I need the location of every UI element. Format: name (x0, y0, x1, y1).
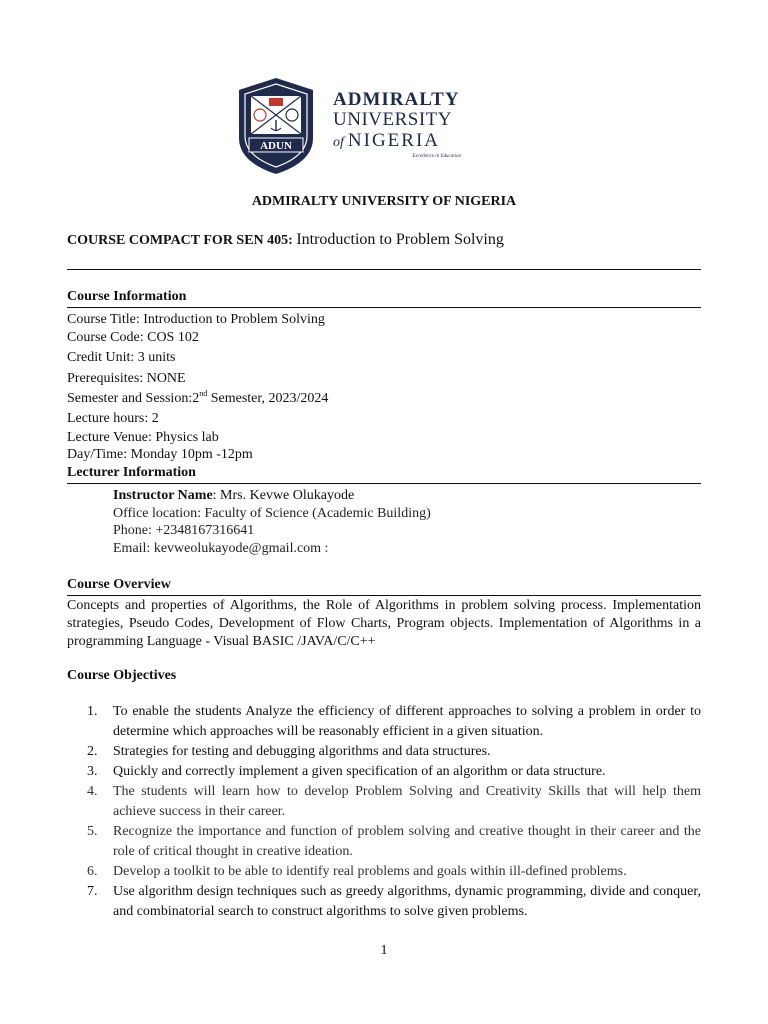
list-item: 4. The students will learn how to develop Problem Solving and Creativity Skills that will help them achieve success in their career. (87, 784, 701, 819)
semester-session (67, 391, 328, 407)
instructor-value: : Mrs. Kevwe Olukayode (212, 488, 355, 503)
divider (67, 269, 701, 270)
day-time: Day/Time: Monday 10pm -12pm (67, 447, 253, 462)
course-info-heading: Course Information (67, 289, 187, 304)
crest-text: ADUN (260, 140, 292, 152)
semester-label: Semester and Session:2 (67, 391, 200, 406)
lecturer-info-heading: Lecturer Information (67, 465, 196, 480)
list-item: 7. Use algorithm design techniques such as greedy algorithms, dynamic programming, divide and conquer, and combinatorial search to construct algorithms to solve given problems. (87, 884, 701, 919)
logo-wordmark (333, 90, 467, 160)
divider (67, 307, 701, 308)
credit-unit: Credit Unit: 3 units (67, 350, 176, 365)
university-logo (235, 76, 467, 176)
list-item: 1. To enable the students Analyze the efficiency of different approaches to solving a problem in order to determine which approaches will be reasonably efficient in a given situation. (87, 704, 701, 739)
list-item: 3. Quickly and correctly implement a given specification of an algorithm or data structure. (87, 764, 606, 779)
course-objectives-heading: Course Objectives (67, 668, 177, 683)
crest-icon (235, 76, 317, 176)
semester-sup: nd (199, 389, 208, 398)
course-code: Course Code: COS 102 (67, 330, 199, 345)
logo-line-2: UNIVERSITY (333, 109, 452, 130)
semester-rest: Semester, 2023/2024 (207, 391, 329, 406)
logo-of: of (333, 135, 344, 150)
university-title: ADMIRALTY UNIVERSITY OF NIGERIA (251, 194, 517, 209)
email: Email: kevweolukayode@gmail.com : (113, 541, 329, 556)
divider (67, 595, 701, 596)
prerequisites: Prerequisites: NONE (67, 371, 186, 386)
course-overview-heading: Course Overview (67, 577, 171, 592)
logo-line-1: ADMIRALTY (333, 89, 460, 110)
course-compact-heading (67, 231, 504, 249)
logo-tagline: Excellence in Education (412, 154, 461, 159)
logo-line-3 (333, 130, 467, 154)
instructor-name (113, 488, 354, 504)
instructor-label: Instructor Name (113, 488, 213, 503)
list-item: 6. Develop a toolkit to be able to identify real problems and goals within ill-defined problems. (87, 864, 627, 879)
compact-title: Introduction to Problem Solving (296, 231, 504, 248)
objectives-list (67, 702, 701, 922)
phone: Phone: +2348167316641 (113, 523, 255, 538)
list-item: 5. Recognize the importance and function of problem solving and creative thought in their career and the role of critical thought in creative ideation. (87, 824, 701, 859)
office-location: Office location: Faculty of Science (Academic Building) (113, 506, 431, 521)
lecture-venue: Lecture Venue: Physics lab (67, 430, 219, 445)
logo-nigeria: NIGERIA (347, 130, 440, 151)
course-title: Course Title: Introduction to Problem Solving (67, 312, 325, 327)
course-overview-text: Concepts and properties of Algorithms, the Role of Algorithms in problem solving process. Implementation strategies, Pseudo Codes, Development of Flow Charts, Program objects. Implementation of Algorithms in a programming Language - Visual BASIC /JAVA/C/C++ (67, 598, 701, 649)
divider (67, 483, 701, 484)
compact-label: COURSE COMPACT FOR SEN 405: (67, 233, 293, 248)
page-number: 1 (380, 943, 388, 958)
lecture-hours: Lecture hours: 2 (67, 411, 159, 426)
list-item: 2. Strategies for testing and debugging algorithms and data structures. (87, 744, 491, 759)
